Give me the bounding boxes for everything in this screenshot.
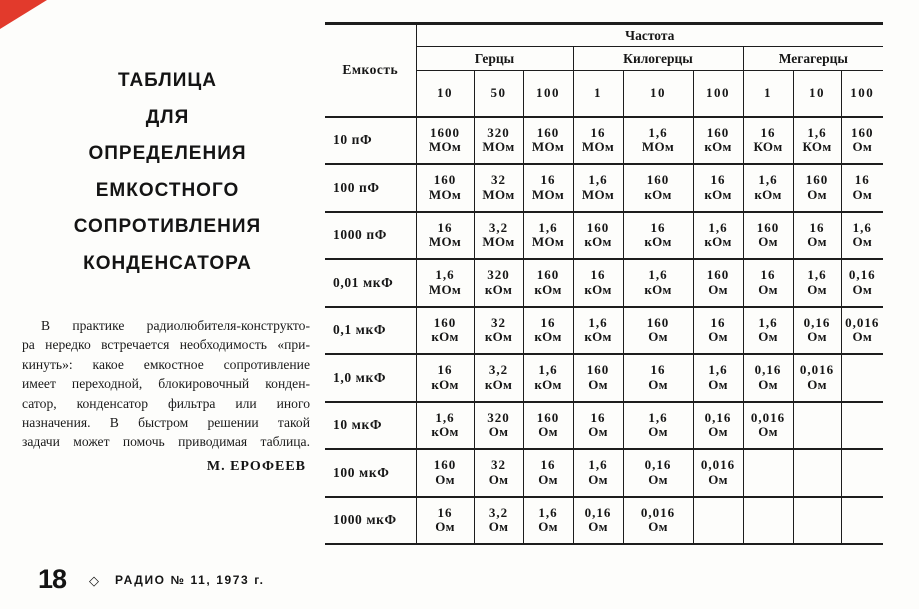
resistance-unit: МОм: [428, 234, 462, 250]
value-cell: [841, 354, 883, 402]
value-cell: [416, 164, 474, 212]
resistance-value: 160: [756, 219, 780, 235]
resistance-unit: Ом: [708, 424, 728, 440]
value-cell: [573, 212, 623, 260]
tick-hertz-50: 50: [474, 71, 523, 117]
resistance-value: 16: [437, 219, 453, 235]
resistance-value: 160: [586, 362, 610, 378]
value-cell: [743, 497, 793, 545]
resistance-value: 320: [487, 124, 510, 140]
value-cell: [623, 212, 693, 260]
resistance-unit: МОм: [428, 186, 462, 202]
value-cell: [474, 164, 523, 212]
resistance-unit: МОм: [482, 139, 515, 155]
resistance-value: 3,2: [488, 362, 509, 378]
resistance-value: 1,6: [708, 362, 728, 378]
resistance-unit: кОм: [534, 329, 562, 345]
resistance-value: 1,6: [538, 504, 558, 520]
resistance-unit: МОм: [428, 281, 462, 297]
resistance-value: 16: [809, 219, 825, 235]
resistance-unit: кОм: [644, 186, 672, 202]
resistance-unit: кОм: [704, 139, 732, 155]
resistance-value: 32: [491, 172, 506, 188]
article-title: [25, 63, 310, 282]
resistance-value: 1,6: [648, 409, 668, 425]
resistance-unit: кОм: [584, 234, 612, 250]
resistance-unit: Ом: [588, 471, 608, 487]
value-cell: [793, 212, 841, 260]
value-cell: [523, 497, 573, 545]
resistance-unit: Ом: [538, 519, 558, 535]
resistance-value: 16: [437, 504, 453, 520]
value-cell: [623, 307, 693, 355]
value-cell: [573, 307, 623, 355]
capacity-cell: 1000 пФ: [325, 212, 416, 260]
value-cell: [416, 354, 474, 402]
resistance-unit: Ом: [807, 281, 827, 297]
magazine-reference: РАДИО № 11, 1973 г.: [115, 572, 265, 587]
resistance-unit: Ом: [648, 329, 668, 345]
value-cell: [474, 117, 523, 165]
value-cell: [793, 164, 841, 212]
table-row: [325, 307, 883, 355]
value-cell: [841, 307, 883, 355]
resistance-value: 160: [433, 457, 457, 473]
value-cell: [474, 497, 523, 545]
resistance-value: 1,6: [538, 219, 558, 235]
resistance-unit: Ом: [708, 329, 728, 345]
resistance-value: 160: [646, 314, 670, 330]
resistance-unit: кОм: [584, 329, 612, 345]
resistance-value: 1600: [430, 124, 460, 140]
resistance-value: 16: [590, 409, 606, 425]
intro-text-line: сатор, конденсатор фильтра или иного: [22, 395, 310, 411]
value-cell: [523, 307, 573, 355]
intro-text-line: задачи может помочь приводимая таблица.: [22, 434, 310, 450]
resistance-value: 0,016: [845, 314, 880, 330]
capacity-cell: 10 мкФ: [325, 402, 416, 450]
tick-megahertz-10: 10: [793, 71, 841, 117]
value-cell: [573, 259, 623, 307]
resistance-value: 16: [540, 457, 556, 473]
resistance-value: 16: [710, 314, 726, 330]
resistance-value: 0,016: [750, 409, 786, 425]
table-body: [325, 117, 883, 545]
value-cell: [474, 259, 523, 307]
intro-text-line: В практике радиолюбителя-конструкто-: [41, 318, 310, 333]
value-cell: [573, 117, 623, 165]
article-title-line: СОПРОТИВЛЕНИЯ: [73, 216, 262, 237]
resistance-value: 1,6: [807, 124, 827, 140]
resistance-value: 160: [706, 267, 730, 283]
resistance-value: 0,016: [700, 457, 736, 473]
article-title-line: КОНДЕНСАТОРА: [83, 252, 252, 274]
resistance-value: 0,16: [584, 504, 612, 520]
value-cell: [623, 497, 693, 545]
resistance-unit: МОм: [531, 234, 565, 250]
resistance-unit: кОм: [484, 376, 513, 392]
value-cell: [623, 259, 693, 307]
page-footer: [38, 564, 265, 595]
resistance-value: 0,016: [799, 362, 835, 378]
value-cell: [523, 449, 573, 497]
resistance-unit: кОм: [534, 376, 562, 392]
resistance-unit: Ом: [852, 234, 873, 250]
value-cell: [693, 402, 743, 450]
resistance-unit: Ом: [758, 234, 778, 250]
resistance-unit: Ом: [488, 519, 509, 535]
value-cell: [793, 259, 841, 307]
resistance-value: 320: [487, 267, 510, 283]
intro-text-line: ра нередко встречается необходимость «при-: [22, 337, 310, 353]
value-cell: [523, 212, 573, 260]
intro-text-line: имеет переходной, блокировочный конден-: [22, 376, 310, 392]
value-cell: [573, 164, 623, 212]
value-cell: [474, 402, 523, 450]
page-number: 18: [38, 564, 67, 594]
resistance-unit: Ом: [588, 424, 608, 440]
value-cell: [573, 402, 623, 450]
value-cell: [743, 212, 793, 260]
resistance-unit: МОм: [531, 139, 565, 155]
resistance-value: 16: [437, 362, 453, 378]
resistance-value: 1,6: [435, 409, 455, 425]
resistance-unit: МОм: [428, 139, 462, 155]
resistance-unit: МОм: [482, 186, 515, 202]
value-cell: [743, 307, 793, 355]
capacity-cell: 1,0 мкФ: [325, 354, 416, 402]
resistance-unit: кОм: [584, 281, 612, 297]
resistance-value: 16: [854, 172, 870, 188]
tick-hertz-100: 100: [523, 71, 573, 117]
value-cell: [841, 449, 883, 497]
value-cell: [416, 259, 474, 307]
intro-text-line: кинуть»: какое емкостное сопротивление: [22, 356, 310, 372]
resistance-unit: КОм: [753, 139, 783, 155]
value-cell: [416, 117, 474, 165]
intro-text-line: назначения. В быстром решении такой: [22, 415, 310, 431]
value-cell: [693, 164, 743, 212]
value-cell: [743, 117, 793, 165]
resistance-unit: Ом: [648, 471, 668, 487]
tick-kilohertz-100: 100: [693, 71, 743, 117]
value-cell: [416, 307, 474, 355]
resistance-unit: кОм: [704, 186, 732, 202]
value-cell: [841, 117, 883, 165]
diamond-icon: ◇: [89, 572, 100, 588]
resistance-value: 160: [433, 172, 457, 188]
resistance-value: 3,2: [488, 504, 509, 520]
resistance-unit: Ом: [648, 519, 668, 535]
value-cell: [474, 212, 523, 260]
table-row: [325, 497, 883, 545]
value-cell: [841, 164, 883, 212]
resistance-value: 16: [650, 219, 666, 235]
resistance-unit: Ом: [708, 471, 728, 487]
group-header-megahertz: Мегагерцы: [743, 47, 883, 71]
value-cell: [623, 164, 693, 212]
article-title-line: ТАБЛИЦА: [118, 70, 217, 91]
value-cell: [793, 117, 841, 165]
resistance-value: 1,6: [648, 267, 668, 283]
capacity-cell: 1000 мкФ: [325, 497, 416, 545]
table-row: [325, 259, 883, 307]
value-cell: [793, 449, 841, 497]
resistance-unit: Ом: [435, 471, 455, 487]
value-cell: [693, 212, 743, 260]
table-header: [325, 24, 883, 117]
resistance-value: 1,6: [588, 172, 608, 188]
resistance-value: 3,2: [488, 219, 509, 235]
resistance-value: 160: [536, 409, 560, 425]
resistance-value: 0,16: [803, 314, 831, 330]
article-title-line: ДЛЯ: [145, 106, 190, 128]
value-cell: [743, 354, 793, 402]
table-row: [325, 212, 883, 260]
reactance-table-container: [325, 22, 883, 545]
group-header-hertz: Герцы: [416, 47, 573, 71]
resistance-unit: кОм: [431, 376, 459, 392]
resistance-value: 160: [805, 172, 829, 188]
resistance-unit: Ом: [807, 234, 827, 250]
value-cell: [793, 307, 841, 355]
tick-megahertz-1: 1: [743, 71, 793, 117]
resistance-value: 160: [536, 124, 560, 140]
capacity-cell: 100 мкФ: [325, 449, 416, 497]
resistance-unit: МОм: [581, 186, 615, 202]
resistance-value: 320: [487, 409, 510, 425]
resistance-unit: МОм: [482, 234, 515, 250]
table-row: [325, 164, 883, 212]
resistance-unit: МОм: [531, 186, 565, 202]
value-cell: [793, 497, 841, 545]
author-name: М. ЕРОФЕЕВ: [206, 459, 306, 474]
capacity-cell: 10 пФ: [333, 132, 373, 148]
resistance-value: 16: [590, 267, 606, 283]
article-title-line: ОПРЕДЕЛЕНИЯ: [88, 143, 247, 164]
resistance-unit: Ом: [588, 376, 608, 392]
frequency-header: Частота: [416, 24, 883, 47]
resistance-unit: кОм: [644, 234, 672, 250]
tick-hertz-10: 10: [416, 71, 474, 117]
value-cell: [523, 164, 573, 212]
resistance-unit: Ом: [852, 139, 873, 155]
table-row: [325, 402, 883, 450]
resistance-unit: Ом: [488, 471, 509, 487]
resistance-unit: кОм: [431, 329, 459, 345]
group-header-kilohertz: Килогерцы: [573, 47, 743, 71]
article-title-line: ЕМКОСТНОГО: [95, 179, 240, 201]
capacity-column-header: Емкость: [325, 24, 416, 117]
value-cell: [416, 497, 474, 545]
resistance-unit: Ом: [758, 329, 778, 345]
resistance-unit: кОм: [534, 281, 562, 297]
resistance-value: 1,6: [648, 124, 668, 140]
resistance-value: 1,6: [538, 362, 558, 378]
value-cell: [573, 449, 623, 497]
value-cell: [743, 449, 793, 497]
resistance-unit: кОм: [704, 234, 732, 250]
capacity-cell: 0,01 мкФ: [325, 259, 416, 307]
resistance-unit: Ом: [435, 519, 455, 535]
resistance-unit: Ом: [852, 329, 873, 345]
resistance-value: 0,016: [640, 504, 676, 520]
resistance-value: 16: [760, 124, 776, 140]
value-cell: [841, 259, 883, 307]
resistance-value: 16: [540, 314, 556, 330]
value-cell: [693, 449, 743, 497]
resistance-unit: Ом: [538, 424, 558, 440]
resistance-unit: Ом: [648, 376, 668, 392]
header-row-frequency: [325, 24, 883, 47]
resistance-value: 1,6: [852, 219, 872, 235]
resistance-unit: КОм: [802, 139, 832, 155]
resistance-unit: Ом: [648, 424, 668, 440]
resistance-value: 160: [433, 314, 457, 330]
value-cell: [573, 497, 623, 545]
value-cell: [474, 354, 523, 402]
value-cell: [693, 117, 743, 165]
value-cell: [743, 164, 793, 212]
resistance-unit: Ом: [807, 186, 827, 202]
resistance-unit: кОм: [754, 186, 782, 202]
resistance-unit: кОм: [431, 424, 459, 440]
resistance-unit: Ом: [807, 376, 827, 392]
resistance-value: 16: [590, 124, 606, 140]
resistance-value: 1,6: [588, 314, 608, 330]
value-cell: [416, 212, 474, 260]
value-cell: [523, 402, 573, 450]
value-cell: [693, 497, 743, 545]
resistance-value: 1,6: [807, 267, 827, 283]
value-cell: [623, 449, 693, 497]
table-row: [325, 449, 883, 497]
value-cell: [623, 354, 693, 402]
value-cell: [793, 402, 841, 450]
resistance-unit: Ом: [708, 376, 728, 392]
resistance-value: 1,6: [588, 457, 608, 473]
resistance-unit: Ом: [807, 329, 827, 345]
value-cell: [743, 259, 793, 307]
resistance-unit: Ом: [708, 281, 728, 297]
resistance-unit: Ом: [488, 424, 509, 440]
value-cell: [743, 402, 793, 450]
value-cell: [474, 449, 523, 497]
resistance-unit: МОм: [641, 139, 675, 155]
resistance-unit: Ом: [758, 424, 778, 440]
resistance-value: 160: [586, 219, 610, 235]
resistance-unit: Ом: [852, 281, 873, 297]
value-cell: [474, 307, 523, 355]
value-cell: [523, 117, 573, 165]
tick-kilohertz-1: 1: [573, 71, 623, 117]
resistance-value: 160: [706, 124, 730, 140]
resistance-unit: кОм: [484, 329, 513, 345]
resistance-value: 1,6: [435, 267, 455, 283]
value-cell: [693, 259, 743, 307]
resistance-unit: Ом: [588, 519, 608, 535]
resistance-unit: Ом: [758, 281, 778, 297]
capacity-cell: 100 пФ: [325, 164, 416, 212]
resistance-unit: Ом: [758, 376, 778, 392]
intro-paragraph: [22, 316, 310, 452]
value-cell: [623, 117, 693, 165]
value-cell: [693, 354, 743, 402]
value-cell: [841, 402, 883, 450]
resistance-value: 1,6: [758, 314, 778, 330]
resistance-unit: МОм: [581, 139, 615, 155]
resistance-value: 0,16: [754, 362, 782, 378]
resistance-value: 160: [646, 172, 670, 188]
resistance-unit: кОм: [644, 281, 672, 297]
table-row: [325, 354, 883, 402]
resistance-value: 0,16: [848, 267, 876, 283]
value-cell: [416, 449, 474, 497]
resistance-value: 160: [851, 124, 874, 140]
resistance-value: 16: [650, 362, 666, 378]
red-corner-mark: [0, 0, 47, 29]
value-cell: [523, 354, 573, 402]
resistance-unit: Ом: [538, 471, 558, 487]
value-cell: [623, 402, 693, 450]
table-row: [325, 117, 883, 165]
value-cell: [523, 259, 573, 307]
resistance-value: 32: [491, 457, 506, 473]
tick-kilohertz-10: 10: [623, 71, 693, 117]
resistance-value: 16: [540, 172, 556, 188]
resistance-value: 0,16: [704, 409, 732, 425]
resistance-value: 160: [536, 267, 560, 283]
resistance-value: 16: [760, 267, 776, 283]
value-cell: [573, 354, 623, 402]
value-cell: [793, 354, 841, 402]
value-cell: [416, 402, 474, 450]
reactance-table: [325, 22, 883, 545]
resistance-value: 32: [491, 314, 506, 330]
resistance-unit: Ом: [852, 186, 873, 202]
value-cell: [693, 307, 743, 355]
resistance-value: 1,6: [708, 219, 728, 235]
value-cell: [841, 497, 883, 545]
resistance-value: 1,6: [758, 172, 778, 188]
capacity-cell: 0,1 мкФ: [325, 307, 416, 355]
resistance-value: 16: [710, 172, 726, 188]
tick-megahertz-100: 100: [841, 71, 883, 117]
resistance-value: 0,16: [644, 457, 672, 473]
value-cell: [841, 212, 883, 260]
resistance-unit: кОм: [484, 281, 513, 297]
